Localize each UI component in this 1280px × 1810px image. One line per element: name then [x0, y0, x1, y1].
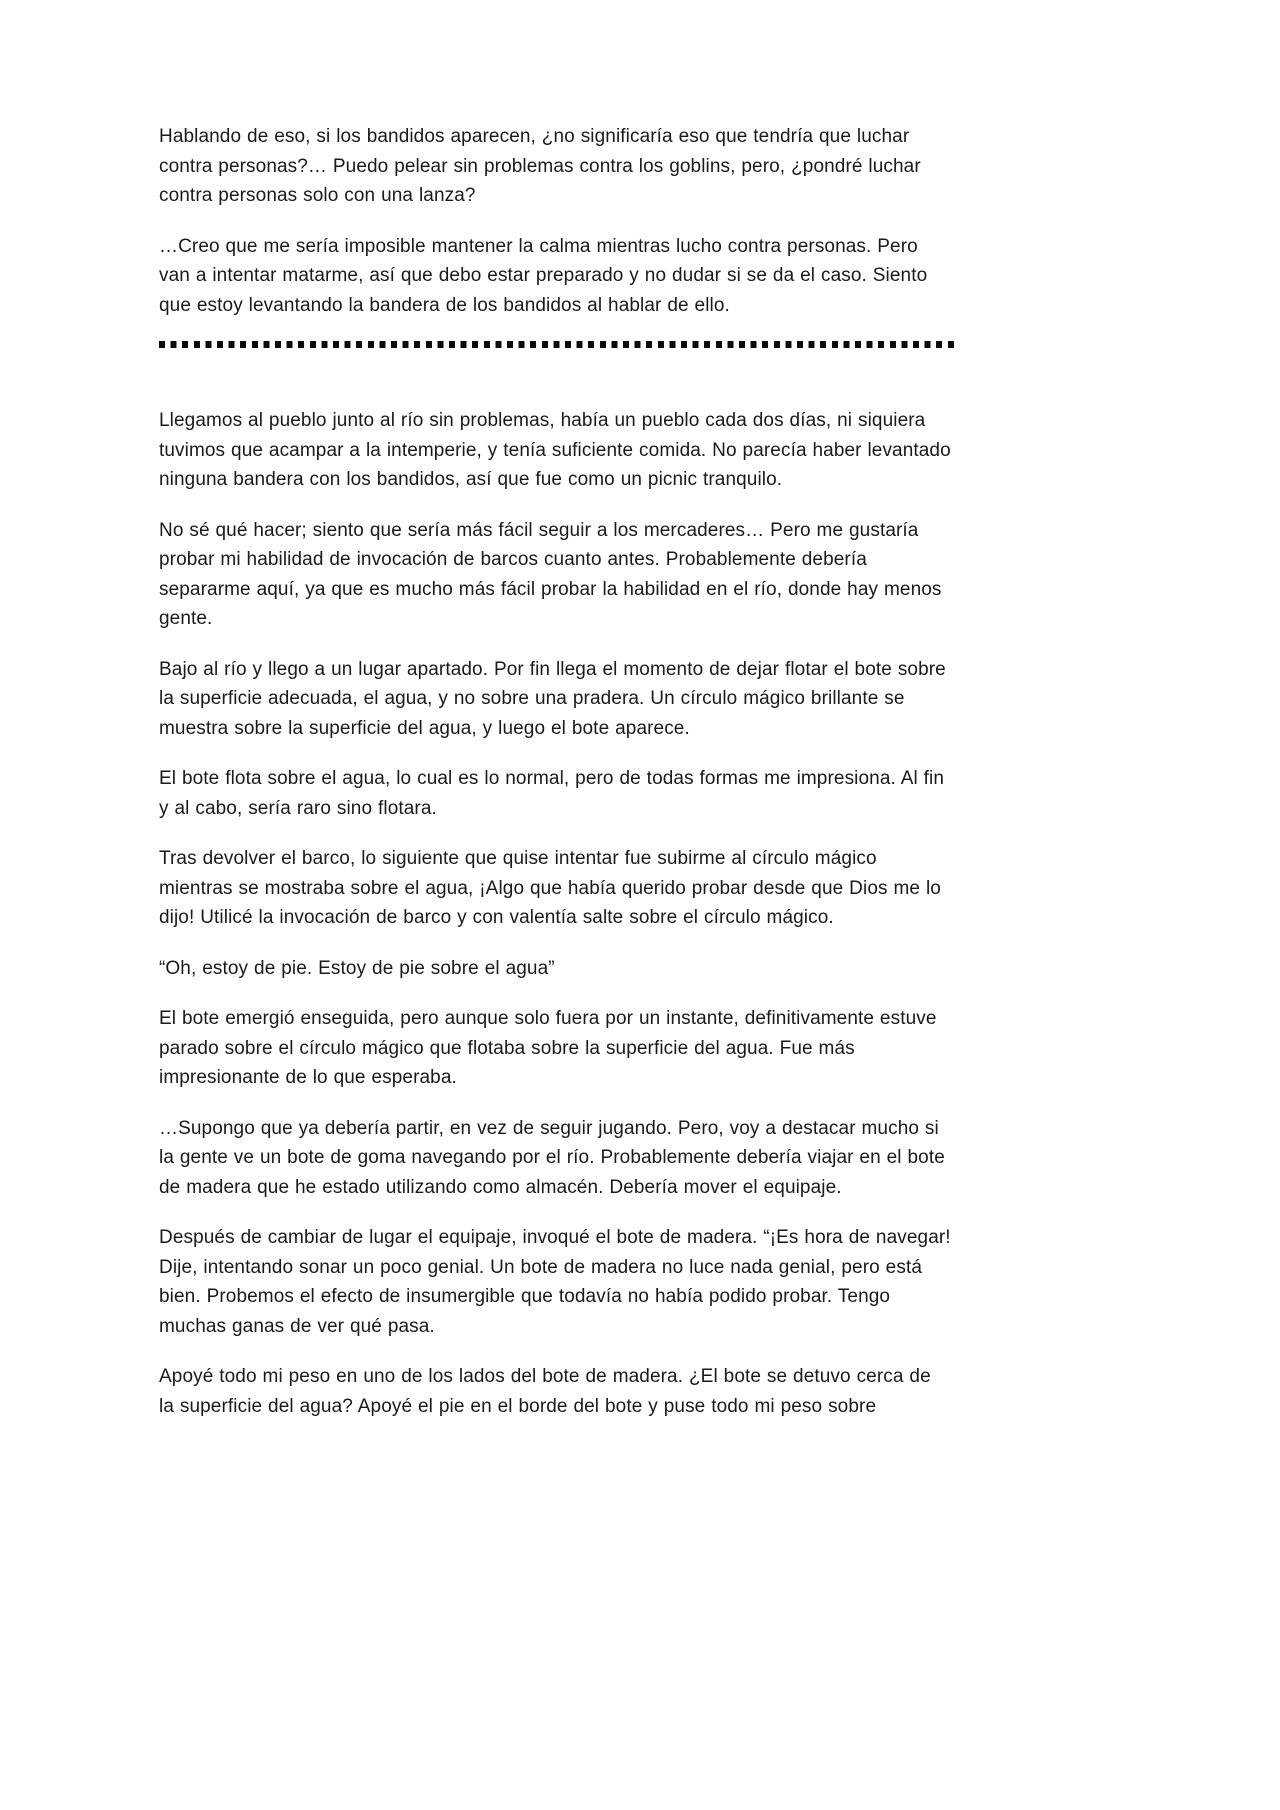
paragraph: Después de cambiar de lugar el equipaje, invoqué el bote de madera. “¡Es hora de navegar! Dije, intentando sonar un poco genial. Un bote de madera no luce nada genial, pero está bien. Probemos el efecto de insumergible que todavía no había podido probar. Tengo muchas ganas de ver qué pasa.	[159, 1227, 951, 1337]
paragraph: No sé qué hacer; siento que sería más fácil seguir a los mercaderes… Pero me gustaría probar mi habilidad de invocación de barcos cuanto antes. Probablemente debería separarme aquí, ya que es mucho más fácil probar la habilidad en el río, donde hay menos gente.	[159, 519, 942, 629]
paragraph: El bote flota sobre el agua, lo cual es lo normal, pero de todas formas me impresiona. Al fin y al cabo, sería raro sino flotara.	[159, 768, 945, 819]
paragraph: Tras devolver el barco, lo siguiente que quise intentar fue subirme al círculo mágico mientras se mostraba sobre el agua, ¡Algo que había querido probar desde que Dios me lo dijo! Utilicé la invocación de barco y con valentía salte sobre el círculo mágico.	[159, 848, 941, 928]
document-page	[159, 122, 951, 1442]
paragraph: …Creo que me sería imposible mantener la calma mientras lucho contra personas. Pero van a intentar matarme, así que debo estar preparado y no dudar si se da el caso. Siento que estoy levantando la bandera de los bandidos al hablar de ello.	[159, 235, 928, 316]
paragraph: Bajo al río y llego a un lugar apartado. Por fin llega el momento de dejar flotar el bote sobre la superficie adecuada, el agua, y no sobre una pradera. Un círculo mágico brillante se muestra sobre la superficie del agua, y luego el bote aparece.	[159, 658, 946, 739]
dotted-separator	[159, 341, 954, 348]
paragraph: Llegamos al pueblo junto al río sin problemas, había un pueblo cada dos días, ni siquiera tuvimos que acampar a la intemperie, y tenía suficiente comida. No parecía haber levantado ninguna bandera con los bandidos, así que fue como un picnic tranquilo.	[159, 410, 951, 490]
paragraph: Apoyé todo mi peso en uno de los lados del bote de madera. ¿El bote se detuvo cerca de la superficie del agua? Apoyé el pie en el borde del bote y puse todo mi peso sobre	[159, 1366, 931, 1417]
paragraph: “Oh, estoy de pie. Estoy de pie sobre el agua”	[159, 957, 555, 979]
paragraph: Hablando de eso, si los bandidos aparecen, ¿no significaría eso que tendría que luchar contra personas?… Puedo pelear sin problemas contra los goblins, pero, ¿pondré luchar contra personas solo con una lanza?	[159, 126, 921, 206]
paragraph: El bote emergió enseguida, pero aunque solo fuera por un instante, definitivamente estuve parado sobre el círculo mágico que flotaba sobre la superficie del agua. Fue más impresionante de lo que esperaba.	[159, 1008, 937, 1088]
paragraph: …Supongo que ya debería partir, en vez de seguir jugando. Pero, voy a destacar mucho si la gente ve un bote de goma navegando por el río. Probablemente debería viajar en el bote de madera que he estado utilizando como almacén. Debería mover el equipaje.	[159, 1117, 945, 1198]
